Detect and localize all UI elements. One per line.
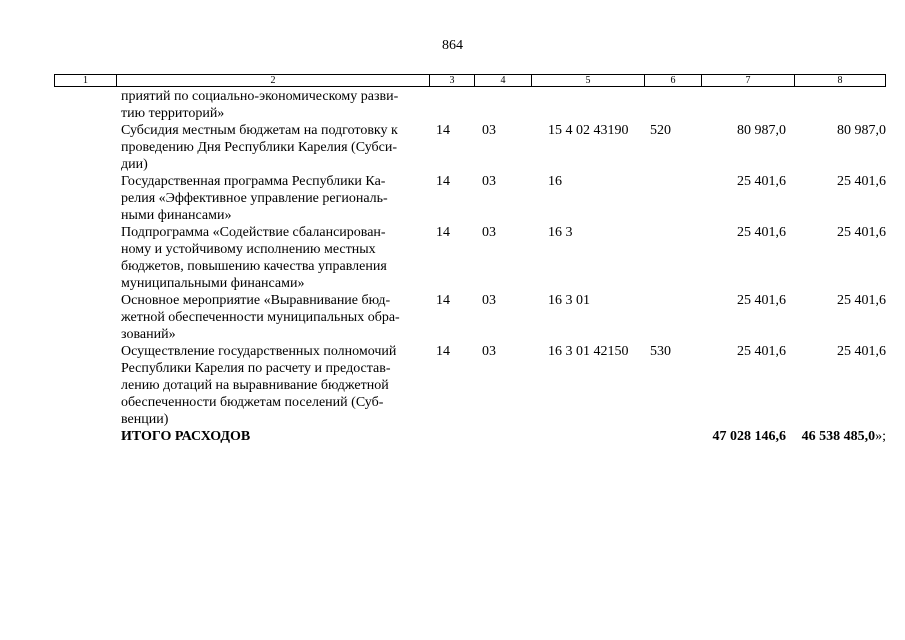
closing-quote-suffix: »; (875, 429, 886, 444)
table-row (54, 88, 886, 122)
description-line: ному и устойчивому исполнению местных (121, 242, 376, 257)
amount-col-7: 25 401,6 (737, 174, 786, 189)
amount-col-7: 25 401,6 (737, 293, 786, 308)
table-row (54, 122, 886, 173)
description-line: проведению Дня Республики Карелия (Субси- (121, 140, 398, 155)
subsection-code: 03 (482, 293, 496, 308)
total-amount-col-7: 47 028 146,6 (712, 429, 786, 444)
subsection-code: 03 (482, 344, 496, 359)
description-line: зований» (121, 327, 176, 342)
description-line: дии) (121, 157, 148, 172)
description-line: Основное мероприятие «Выравнивание бюд- (121, 293, 391, 308)
amount-col-8: 25 401,6 (837, 344, 886, 359)
row-description (116, 88, 429, 122)
description-line: Республики Карелия по расчету и предостав- (121, 361, 391, 376)
header-col-6: 6 (644, 75, 701, 86)
section-code (429, 88, 474, 122)
amount-col-8 (794, 88, 886, 122)
description-line: венции) (121, 412, 169, 427)
amount-col-7 (701, 88, 794, 122)
subsection-code (474, 88, 531, 122)
description-line: Субсидия местным бюджетам на подготовку к (121, 123, 398, 138)
total-label: ИТОГО РАСХОДОВ (121, 429, 251, 444)
expense-type-code (644, 224, 701, 292)
amount-col-7: 25 401,6 (737, 225, 786, 240)
expense-type-code: 530 (650, 344, 671, 359)
expense-type-code (644, 88, 701, 122)
target-article-code: 16 3 (548, 225, 573, 240)
target-article-code: 16 3 01 (548, 293, 590, 308)
section-code: 14 (436, 344, 450, 359)
amount-col-7: 25 401,6 (737, 344, 786, 359)
description-line: релия «Эффективное управление региональ- (121, 191, 388, 206)
amount-col-8: 25 401,6 (837, 293, 886, 308)
target-article-code: 16 (548, 174, 562, 189)
section-code: 14 (436, 123, 450, 138)
page-number: 864 (442, 38, 463, 53)
expense-type-code: 520 (650, 123, 671, 138)
row-description (116, 343, 429, 428)
target-article-code: 16 3 01 42150 (548, 344, 629, 359)
description-line: приятий по социально-экономическому разви- (121, 89, 399, 104)
header-col-4: 4 (474, 75, 531, 86)
section-code: 14 (436, 174, 450, 189)
description-line: обеспеченности бюджетам поселений (Суб- (121, 395, 384, 410)
table-body (54, 88, 886, 445)
section-code: 14 (436, 293, 450, 308)
total-amount-col-8 (794, 428, 886, 445)
table-row (54, 224, 886, 292)
description-line: бюджетов, повышению качества управления (121, 259, 387, 274)
amount-col-8: 25 401,6 (837, 225, 886, 240)
table-row (54, 173, 886, 224)
header-col-2: 2 (116, 75, 429, 86)
table-row (54, 343, 886, 428)
row-description (116, 224, 429, 292)
target-article-code (531, 88, 644, 122)
amount-col-8: 80 987,0 (837, 123, 886, 138)
description-line: Государственная программа Республики Ка- (121, 174, 386, 189)
subsection-code: 03 (482, 174, 496, 189)
row-description (116, 122, 429, 173)
description-line: лению дотаций на выравнивание бюджетной (121, 378, 389, 393)
description-line: тию территорий» (121, 106, 225, 121)
subsection-code: 03 (482, 123, 496, 138)
description-line: муниципальными финансами» (121, 276, 305, 291)
header-col-5: 5 (531, 75, 644, 86)
header-col-8: 8 (794, 75, 885, 86)
section-code: 14 (436, 225, 450, 240)
total-row (54, 428, 886, 445)
expense-type-code (644, 292, 701, 343)
description-line: Осуществление государственных полномочий (121, 344, 397, 359)
description-line: ными финансами» (121, 208, 232, 223)
description-line: Подпрограмма «Содействие сбалансирован- (121, 225, 386, 240)
description-line: жетной обеспеченности муниципальных обра- (121, 310, 400, 325)
table-row (54, 292, 886, 343)
amount-col-8: 25 401,6 (837, 174, 886, 189)
expense-type-code (644, 173, 701, 224)
subsection-code: 03 (482, 225, 496, 240)
row-description (116, 292, 429, 343)
header-col-1: 1 (83, 75, 88, 86)
target-article-code: 15 4 02 43190 (548, 123, 629, 138)
table-header-row (54, 74, 886, 87)
total-amount-value: 46 538 485,0 (801, 429, 876, 444)
header-col-3: 3 (429, 75, 474, 86)
header-col-7: 7 (701, 75, 794, 86)
amount-col-7: 80 987,0 (737, 123, 786, 138)
row-description (116, 173, 429, 224)
